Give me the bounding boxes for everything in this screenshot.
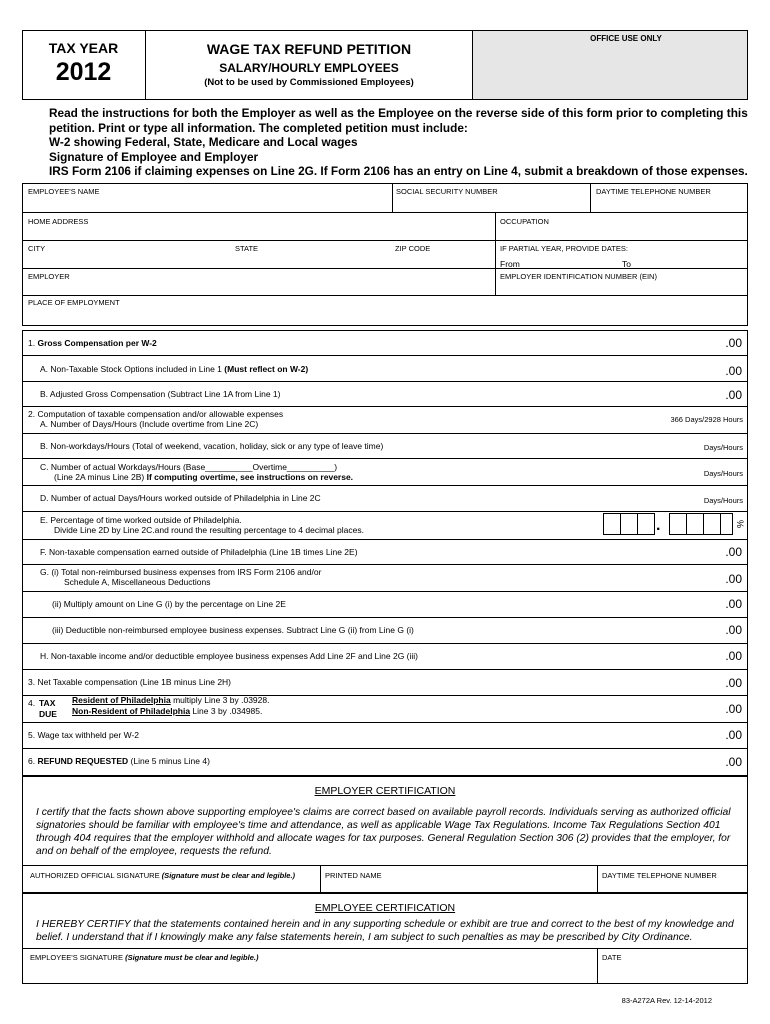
instructions-line-2: petition. Print or type all information. The completed petition must include: (49, 120, 468, 135)
tax-year-label: TAX YEAR (48, 40, 119, 56)
form-number: 83-A272A Rev. 12-14-2012 (621, 996, 712, 1005)
form-note: (Not to be used by Commissioned Employees) (204, 77, 414, 88)
line-4-nonresident: Non-Resident of Philadelphia Line 3 by .034985. (72, 706, 263, 716)
line-2g-ii-label: (ii) Multiply amount on Line G (i) by the percentage on Line 2E (52, 599, 286, 609)
printed-name-field[interactable]: PRINTED NAME (325, 871, 382, 880)
employee-signature-field[interactable]: EMPLOYEE'S SIGNATURE (Signature must be clear and legible.) (30, 953, 259, 962)
zip-field[interactable]: ZIP CODE (395, 244, 431, 253)
ein-field[interactable]: EMPLOYER IDENTIFICATION NUMBER (EIN) (500, 272, 657, 281)
percentage-boxes[interactable] (603, 513, 733, 535)
line-1b-label: B. Adjusted Gross Compensation (Subtract Line 1A from Line 1) (40, 389, 281, 399)
employer-cert-title: EMPLOYER CERTIFICATION (314, 785, 456, 797)
decimal-point: . (656, 517, 661, 534)
line-1-label: 1. Gross Compensation per W-2 (28, 338, 157, 348)
percent-digit-2[interactable] (620, 513, 638, 535)
instructions-item-2: Signature of Employee and Employer (49, 149, 259, 164)
instructions (49, 106, 748, 179)
instructions-item-3: IRS Form 2106 if claiming expenses on Line 2G. If Form 2106 has an entry on Line 4, submit a breakdown of those expenses. (49, 164, 748, 178)
day-phone-field[interactable]: DAYTIME TELEPHONE NUMBER (596, 187, 711, 196)
date-field[interactable]: DATE (602, 953, 622, 962)
employee-cert-text: I HEREBY CERTIFY that the statements contained herein and in any supporting schedule or exhibit are true and correct to the best of my knowledge and belief. I understand that if I knowingly make any false statements herein, I am subject to such penalties as may be prescribed by City Ordinance. (36, 919, 734, 943)
line-2g-i-label-2: Schedule A, Miscellaneous Deductions (64, 577, 211, 587)
employee-cert-title: EMPLOYEE CERTIFICATION (314, 902, 456, 914)
tax-year: 2012 (55, 58, 112, 86)
employer-phone-field[interactable]: DAYTIME TELEPHONE NUMBER (602, 871, 717, 880)
employee-name-field[interactable]: EMPLOYEE'S NAME (28, 187, 100, 196)
line-2g-i-amount[interactable]: .00 (725, 572, 742, 586)
line-2f-amount[interactable]: .00 (725, 545, 742, 559)
line-5-amount[interactable]: .00 (725, 728, 742, 742)
line-2b-label: B. Non-workdays/Hours (Total of weekend, vacation, holiday, sick or any type of leave time) (40, 441, 384, 451)
percent-digit-6[interactable] (703, 513, 721, 535)
line-2a-unit[interactable]: 366 Days/2928 Hours (670, 415, 743, 424)
instructions-item-1: W-2 showing Federal, State, Medicare and Local wages (49, 135, 358, 149)
ssn-field[interactable]: SOCIAL SECURITY NUMBER (396, 187, 498, 196)
line-2d-unit[interactable]: Days/Hours (703, 496, 743, 505)
line-2d-label: D. Number of actual Days/Hours worked outside of Philadelphia in Line 2C (40, 493, 321, 503)
line-4-amount[interactable]: .00 (725, 702, 742, 716)
form-subtitle: SALARY/HOURLY EMPLOYEES (219, 61, 399, 75)
form-title: WAGE TAX REFUND PETITION (206, 41, 412, 57)
percent-sign: % (735, 519, 746, 529)
line-1b-amount[interactable]: .00 (725, 388, 742, 402)
line-2e-label-1: E. Percentage of time worked outside of Philadelphia. (40, 515, 242, 525)
line-2g-ii-amount[interactable]: .00 (725, 597, 742, 611)
place-of-employment-field[interactable]: PLACE OF EMPLOYMENT (28, 298, 120, 307)
line-2c-unit[interactable]: Days/Hours (703, 469, 743, 478)
employer-field[interactable]: EMPLOYER (28, 272, 70, 281)
office-use-label: OFFICE USE ONLY (590, 34, 662, 43)
occupation-field[interactable]: OCCUPATION (500, 217, 549, 226)
state-field[interactable]: STATE (235, 244, 259, 253)
line-6-amount[interactable]: .00 (725, 755, 742, 769)
line-2a-label: A. Number of Days/Hours (Include overtime from Line 2C) (40, 419, 259, 429)
from-date-field[interactable]: From (500, 259, 520, 269)
to-date-field[interactable]: To (622, 259, 631, 269)
city-field[interactable]: CITY (28, 244, 46, 253)
line-1a-amount[interactable]: .00 (725, 364, 742, 378)
percent-digit-4[interactable] (669, 513, 687, 535)
employee-info-grid (22, 183, 748, 326)
authorized-signature-field[interactable]: AUTHORIZED OFFICIAL SIGNATURE (Signature must be clear and legible.) (30, 871, 296, 880)
line-5-label: 5. Wage tax withheld per W-2 (28, 730, 140, 740)
line-2f-label: F. Non-taxable compensation earned outside of Philadelphia (Line 1B times Line 2E) (40, 547, 358, 557)
partial-year-label: IF PARTIAL YEAR, PROVIDE DATES: (500, 244, 628, 253)
line-1a-label: A. Non-Taxable Stock Options included in Line 1 (Must reflect on W-2) (40, 364, 309, 374)
home-address-field[interactable]: HOME ADDRESS (28, 217, 89, 226)
line-2c-label-1: C. Number of actual Workdays/Hours (Base__________Overtime__________) (40, 462, 338, 472)
line-2g-iii-amount[interactable]: .00 (725, 623, 742, 637)
line-1-text: Gross Compensation per W-2 (37, 338, 157, 348)
line-2h-label: H. Non-taxable income and/or deductible employee business expenses Add Line 2F and Line 2G (iii) (40, 651, 419, 661)
line-4-tax: TAX (39, 698, 56, 708)
line-1-amount[interactable]: .00 (725, 336, 742, 350)
percent-digit-7[interactable] (720, 513, 733, 535)
instructions-line-1: Read the instructions for both the Employer as well as the Employee on the reverse side of this form prior to completing this (49, 106, 748, 120)
percent-digit-1[interactable] (603, 513, 621, 535)
line-2h-amount[interactable]: .00 (725, 649, 742, 663)
employer-cert-text: I certify that the facts shown above supporting employee's claims are correct based on available payroll records. Individuals serving as authorized official signatories should be familiar with employee's time and attendance, as well as applicable Wage Tax Regulations. Income Tax Regulations Section 401 through 404 requires that the employer withhold and allocate wages for tax purposes. General Regulation Section 306 (2) provides that the employer, for and on behalf of the employee, requests the refund. (36, 807, 731, 857)
line-6-label: 6. REFUND REQUESTED (Line 5 minus Line 4) (28, 756, 210, 766)
line-3-amount[interactable]: .00 (725, 676, 742, 690)
line-2e-label-2: Divide Line 2D by Line 2C.and round the resulting percentage to 4 decimal places. (54, 525, 364, 535)
line-2-heading: 2. Computation of taxable compensation and/or allowable expenses (28, 409, 284, 419)
percent-digit-5[interactable] (686, 513, 704, 535)
line-2c-label-2: (Line 2A minus Line 2B) If computing overtime, see instructions on reverse. (54, 472, 354, 482)
line-2g-i-label-1: G. (i) Total non-reimbursed business expenses from IRS Form 2106 and/or (40, 567, 322, 577)
percent-digit-3[interactable] (637, 513, 655, 535)
line-3-label: 3. Net Taxable compensation (Line 1B minus Line 2H) (28, 677, 232, 687)
line-4-number: 4. (28, 698, 36, 708)
line-2b-unit[interactable]: Days/Hours (703, 443, 743, 452)
line-4-resident: Resident of Philadelphia multiply Line 3 by .03928. (72, 695, 270, 705)
line-4-due: DUE (39, 709, 57, 719)
line-2g-iii-label: (iii) Deductible non-reimbursed employee business expenses. Subtract Line G (ii) from Line G (i) (52, 625, 414, 635)
